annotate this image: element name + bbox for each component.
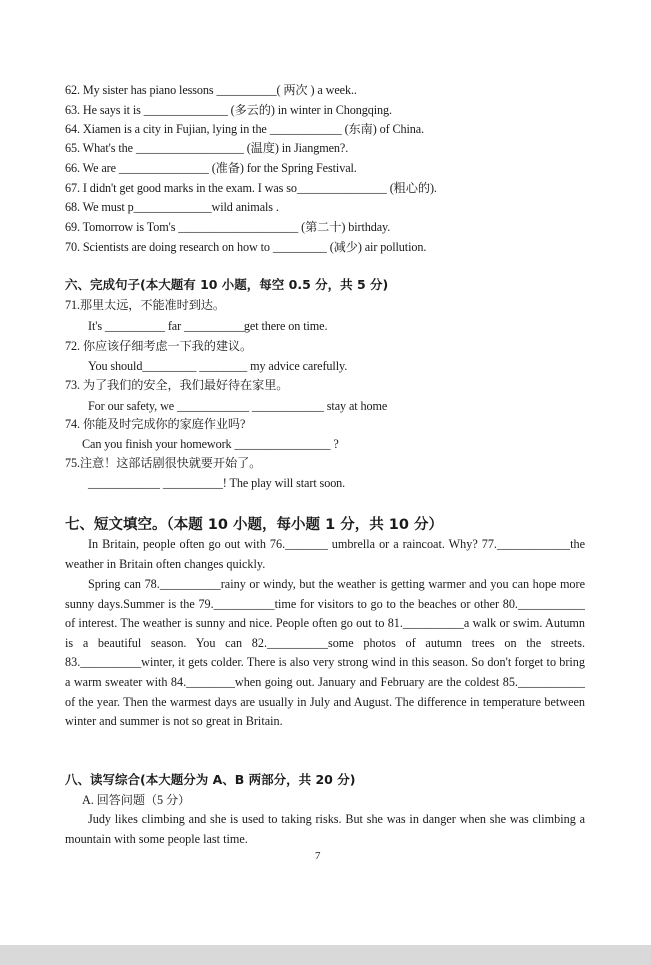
- question-73-en: For our safety, we ____________ ____________ stay at home: [88, 399, 388, 413]
- question-70: 70. Scientists are doing research on how to _________ (减少) air pollution.: [65, 240, 427, 254]
- question-73-cn: 73. 为了我们的安全，我们最好待在家里。: [65, 378, 289, 392]
- question-66: 66. We are _______________ (准备) for the Spring Festival.: [65, 161, 357, 175]
- question-74-en: Can you finish your homework ________________ ?: [82, 437, 339, 451]
- question-64: 64. Xiamen is a city in Fujian, lying in the ____________ (东南) of China.: [65, 122, 425, 136]
- question-74-cn: 74. 你能及时完成你的家庭作业吗?: [65, 417, 246, 431]
- page-number: 7: [315, 850, 321, 862]
- question-63: 63. He says it is ______________ (多云的) in winter in Chongqing.: [65, 103, 392, 117]
- question-75-en: ____________ __________! The play will start soon.: [88, 476, 346, 490]
- cloze-paragraph-1: In Britain, people often go out with 76._______ umbrella or a raincoat. Why? 77.____________the weather in Britain often changes quickly.: [65, 537, 585, 571]
- question-71-en: It's __________ far __________get there on time.: [88, 319, 328, 333]
- reading-paragraph: Judy likes climbing and she is used to taking risks. But she was in danger when she was climbing a mountain with some people last time.: [65, 812, 585, 846]
- bottom-bar: [0, 945, 651, 965]
- question-72-en: You should_________ ________ my advice carefully.: [88, 359, 348, 373]
- question-67: 67. I didn't get good marks in the exam. I was so_______________ (粗心的).: [65, 181, 437, 195]
- cloze-paragraph-2: Spring can 78.__________rainy or windy, but the weather is getting warmer and you can hope more sunny days.Summer is the 79.__________time for visitors to go to the beaches or other 80.___________ of interest. The weather is sunny and nice. People often go out to 81.__________a walk or swim. Autumn is a beautiful season. You can 82.__________some photos of autumn trees on the streets. 83.__________winter, it gets colder. There is also very strong wind in this season. So don't forget to bring a warm sweater with 84.________when going out. January and February are the coldest 85.___________ of the year. Then the warmest days are usually in July and August. The difference in temperature between winter and summer is not so great in Britain.: [65, 577, 585, 729]
- section6-heading: 六、完成句子(本大题有 10 小题，每空 0.5 分，共 5 分): [65, 277, 389, 292]
- question-75-cn: 75.注意！这部话剧很快就要开始了。: [65, 456, 262, 470]
- section7-heading: 七、短文填空。（本题 10 小题，每小题 1 分，共 10 分）: [65, 517, 443, 533]
- question-62: 62. My sister has piano lessons __________( 两次 ) a week..: [65, 83, 357, 97]
- question-68: 68. We must p_____________wild animals .: [65, 200, 279, 214]
- question-65: 65. What's the __________________ (温度) in Jiangmen?.: [65, 141, 349, 155]
- question-72-cn: 72. 你应该仔细考虑一下我的建议。: [65, 339, 253, 353]
- question-71-cn: 71.那里太远，不能准时到达。: [65, 298, 225, 312]
- section8-subheading: A. 回答问题（5 分）: [82, 793, 191, 807]
- question-69: 69. Tomorrow is Tom's ____________________ (第二十) birthday.: [65, 220, 391, 234]
- section8-heading: 八、读写综合(本大题分为 A、B 两部分，共 20 分): [65, 772, 356, 787]
